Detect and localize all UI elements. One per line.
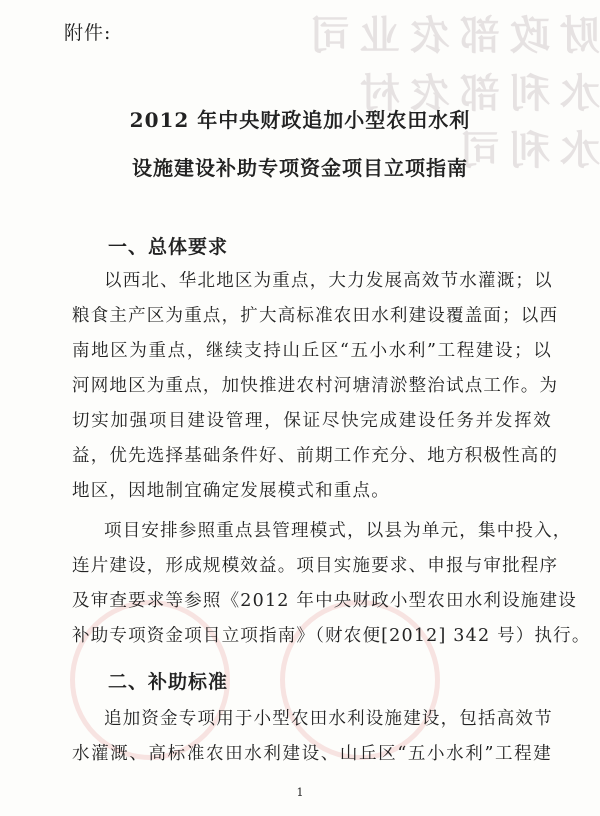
paragraph-line: 以西北、华北地区为重点，大力发展高效节水灌溉；以: [104, 271, 553, 291]
paragraph-line: 追加资金专项用于小型农田水利设施建设，包括高效节: [104, 709, 553, 729]
paragraph-line: 连片建设，形成规模效益。项目实施要求、申报与审批程序: [72, 556, 559, 576]
paragraph-line: 地区，因地制宜确定发展模式和重点。: [72, 481, 390, 501]
attachment-label: 附件:: [64, 22, 112, 44]
paragraph-line: 河网地区为重点，加快推进农村河塘清淤整治试点工作。为: [72, 376, 559, 396]
bleed-through-text: 财政部农业司: [300, 12, 600, 59]
bleed-through-text: 水利部农村水利司: [350, 70, 600, 174]
paragraph-line: 水灌溉、高标准农田水利建设、山丘区“五小水利”工程建: [72, 744, 552, 764]
paragraph-line: 及审查要求等参照《2012 年中央财政小型农田水利设施建设: [72, 591, 577, 611]
paragraph-line: 粮食主产区为重点，扩大高标准农田水利建设覆盖面；以西: [72, 306, 559, 326]
paragraph-line: 南地区为重点，继续支持山丘区“五小水利”工程建设；以: [72, 341, 552, 361]
document-title-line-1: 2012 年中央财政追加小型农田水利: [129, 108, 471, 132]
section-heading-general-requirements: 一、总体要求: [108, 236, 229, 258]
section-heading-subsidy-standard: 二、补助标准: [108, 671, 229, 693]
document-title-line-2: 设施建设补助专项资金项目立项指南: [132, 156, 468, 180]
paragraph-line: 益，优先选择基础条件好、前期工作充分、地方积极性高的: [72, 446, 559, 466]
paragraph-line: 补助专项资金项目立项指南》（财农便[2012] 342 号）执行。: [72, 626, 591, 646]
paragraph-line: 项目安排参照重点县管理模式，以县为单元，集中投入，: [104, 521, 572, 541]
paragraph-line: 切实加强项目建设管理，保证尽快完成建设任务并发挥效: [72, 411, 552, 431]
page-number: 1: [296, 786, 304, 799]
